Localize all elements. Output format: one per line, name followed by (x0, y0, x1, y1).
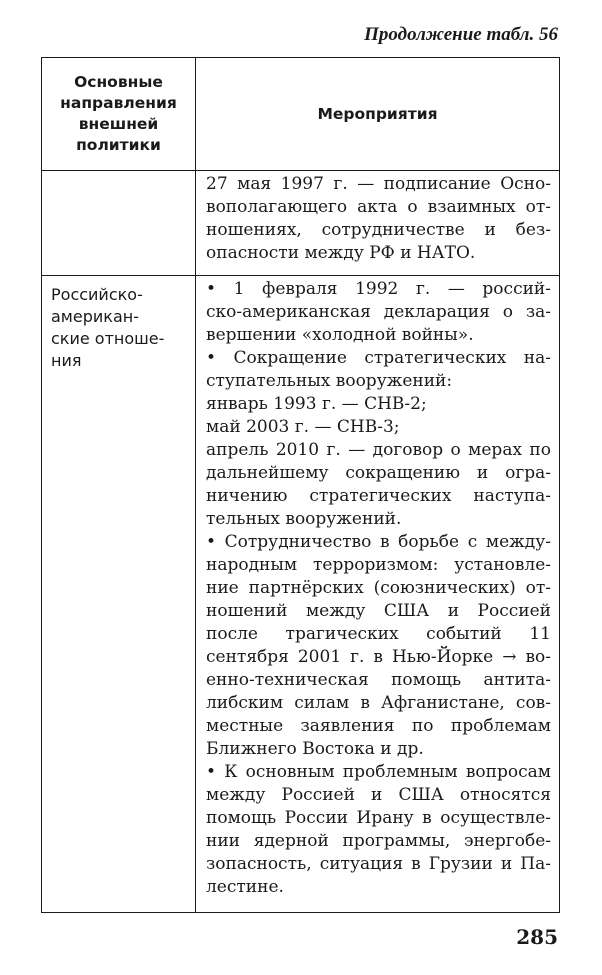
text-line: помощь России Ирану в осуществле- (206, 808, 551, 828)
header-directions (42, 58, 196, 171)
text-line: ско-американская декларация о за- (206, 302, 551, 322)
text-line: дальнейшему сокращению и огра- (206, 463, 551, 483)
direction-line: американ- (51, 307, 139, 326)
text-line: ношениях, сотрудничестве и без- (206, 220, 551, 240)
direction-line: ские отноше- (51, 329, 165, 348)
text-line: январь 1993 г. — СНВ-2; (206, 394, 427, 414)
header-line: Мероприятия (317, 104, 438, 123)
events-cell (196, 276, 560, 913)
text-line: Ближнего Востока и др. (206, 739, 424, 759)
running-head: Продолжение табл. 56 (364, 24, 558, 45)
text-line: вополагающего акта о взаимных от- (206, 197, 551, 217)
text-line: • Сокращение стратегических на- (206, 348, 551, 368)
text-line: • 1 февраля 1992 г. — россий- (206, 279, 551, 299)
text-line: зопасность, ситуация в Грузии и Па- (206, 854, 551, 874)
text-line: вершении «холодной войны». (206, 325, 474, 345)
text-line: • К основным проблемным вопросам (206, 762, 551, 782)
table-header-row (42, 58, 560, 171)
direction-cell-empty (42, 171, 196, 276)
header-line: Основные (74, 73, 163, 91)
text-line: тельных вооружений. (206, 509, 402, 529)
page-number: 285 (516, 925, 558, 949)
header-events (196, 58, 560, 171)
text-line: ничению стратегических наступа- (206, 486, 551, 506)
text-line: енно-техническая помощь антита- (206, 670, 551, 690)
text-line: между Россией и США относятся (206, 785, 551, 805)
text-line: ношений между США и Россией (206, 601, 551, 621)
text-line: народным терроризмом: установле- (206, 555, 551, 575)
text-line: • Сотрудничество в борьбе с между- (206, 532, 551, 552)
direction-line: Российско- (51, 285, 143, 304)
text-line: нии ядерной программы, энергобе- (206, 831, 551, 851)
table-row-continuation (42, 171, 560, 276)
header-line: политики (76, 136, 161, 154)
text-line: сентября 2001 г. в Нью-Йорке → во- (206, 647, 551, 667)
text-line: после трагических событий 11 (206, 624, 551, 644)
text-line: либским силам в Афганистане, сов- (206, 693, 551, 713)
events-table (41, 57, 560, 913)
text-line: ние партнёрских (союзнических) от- (206, 578, 551, 598)
direction-line: ния (51, 351, 82, 370)
direction-cell (42, 276, 196, 913)
text-line: 27 мая 1997 г. — подписание Осно- (206, 174, 551, 194)
text-line: ступательных вооружений: (206, 371, 453, 391)
events-cell (196, 171, 560, 276)
text-line: май 2003 г. — СНВ-3; (206, 417, 400, 437)
text-line: местные заявления по проблемам (206, 716, 551, 736)
text-line: апрель 2010 г. — договор о мерах по (206, 440, 551, 460)
table-row-russian-american (42, 276, 560, 913)
text-line: опасности между РФ и НАТО. (206, 243, 476, 263)
text-line: лестине. (206, 877, 284, 897)
header-line: направления (60, 94, 177, 112)
header-line: внешней (78, 115, 159, 133)
